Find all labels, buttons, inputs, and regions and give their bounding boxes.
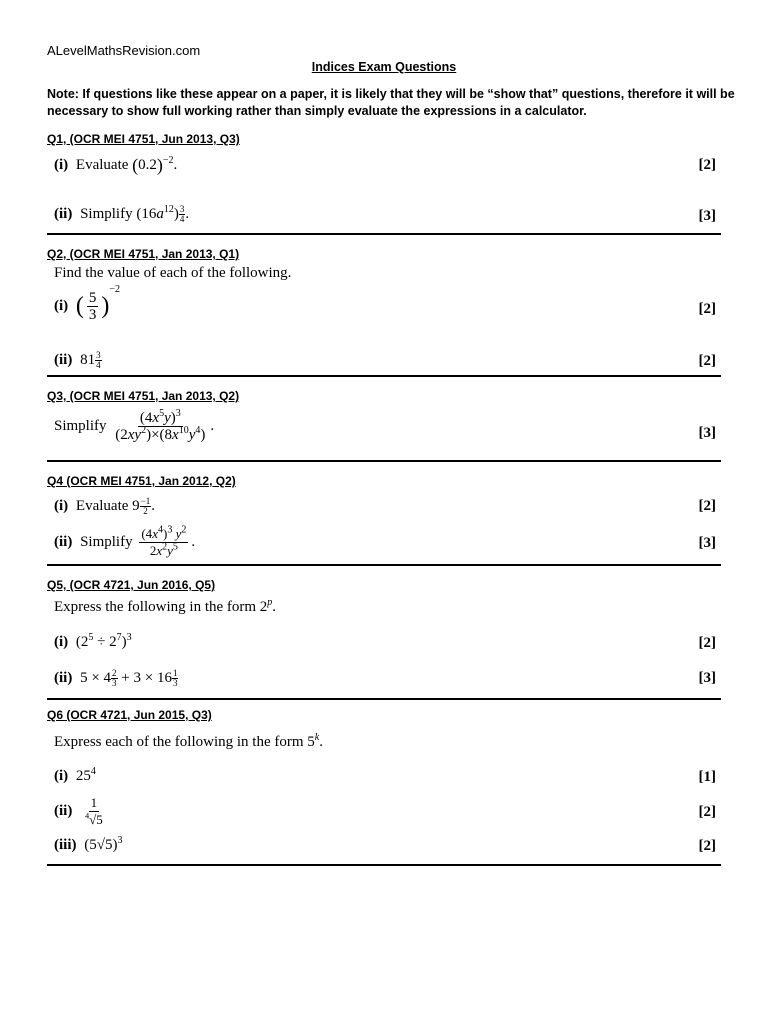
q6-i-marks: [1] (698, 769, 716, 785)
divider (47, 698, 721, 700)
q5-part-i (54, 634, 132, 651)
q1-heading: Q1, (OCR MEI 4751, Jun 2013, Q3) (47, 132, 240, 146)
q5-i-marks: [2] (698, 635, 716, 651)
q6-intro-row: Express each of the following in the form 5$^k$. (54, 732, 323, 750)
q2-part-ii (54, 351, 102, 370)
q6-i-expression: $25^4$ (75, 766, 96, 784)
q2-ii-label: (ii) (54, 352, 73, 368)
q6-part-i (54, 768, 96, 785)
divider (47, 564, 721, 566)
q2-intro: Find the value of each of the following. (54, 265, 292, 281)
divider (47, 460, 721, 462)
q4-i-text: Evaluate (75, 498, 129, 514)
q1-i-expression: $(0.2)^{-2}$. (132, 154, 178, 175)
q2-ii-marks: [2] (698, 353, 716, 369)
q4-i-expression: 9 $\frac{-1}{2}$ . (132, 496, 155, 516)
q1-part-ii (54, 205, 189, 224)
q5-intro-row: Express the following in the form 2$^p$. (54, 597, 277, 615)
q4-part-ii (54, 526, 195, 559)
q5-ii-expression: 5 × 4 $\frac{2}{3}$ + 3 × 16 $\frac{1}{3}$ (80, 668, 178, 688)
q4-ii-label: (ii) (54, 533, 73, 550)
q5-part-ii (54, 669, 178, 688)
q2-i-expression: ( $\frac{5}{3}$ )$^{-2}$ (75, 284, 121, 324)
q4-i-marks: [2] (698, 498, 716, 514)
q1-part-i (54, 155, 177, 176)
q3-marks: [3] (698, 425, 716, 441)
q2-i-label: (i) (54, 298, 69, 314)
q2-part-i (54, 284, 121, 324)
q3-heading: Q3, (OCR MEI 4751, Jan 2013, Q2) (47, 389, 240, 403)
q2-heading: Q2, (OCR MEI 4751, Jan 2013, Q1) (47, 247, 240, 261)
q6-part-iii (54, 837, 122, 854)
q1-ii-marks: [3] (698, 208, 716, 224)
q6-iii-marks: [2] (698, 838, 716, 854)
site-name: ALevelMathsRevision.com (47, 43, 201, 58)
q4-part-i (54, 497, 155, 516)
q6-ii-marks: [2] (698, 804, 716, 820)
q6-ii-expression: $\frac{1}{^4√5}$ (85, 795, 103, 827)
q5-heading: Q5, (OCR 4721, Jun 2016, Q5) (47, 578, 216, 592)
q6-intro: Express each of the following in the form 5 (54, 734, 315, 750)
q4-ii-marks: [3] (698, 535, 716, 551)
q2-ii-expression: 81 $\frac{3}{4}$ (80, 350, 101, 370)
q6-part-ii (54, 795, 108, 828)
divider (47, 233, 721, 235)
q4-ii-expression: $\frac{(4x^4)^3 y^2}{2x^2y^5}$ . (141, 524, 196, 558)
q5-i-label: (i) (54, 634, 69, 650)
q6-i-label: (i) (54, 768, 69, 784)
q1-i-marks: [2] (698, 157, 716, 173)
q1-ii-text: Simplify (80, 206, 133, 222)
q6-ii-label: (ii) (54, 802, 73, 819)
q5-intro: Express the following in the form 2 (54, 599, 268, 615)
note-paragraph: Note: If questions like these appear on a paper, it is likely that they will be “show that” questions, therefore it will be necessary to show full working rather than simply evaluate the expressions in a calculator. (47, 87, 735, 118)
q4-heading: Q4 (OCR MEI 4751, Jan 2012, Q2) (47, 474, 236, 488)
q4-i-label: (i) (54, 498, 69, 514)
q1-ii-label: (ii) (54, 206, 73, 222)
q5-ii-label: (ii) (54, 670, 73, 686)
q3-expression: $\frac{(4x^5y)^3}{(2xy^2)\times(8x^{10}y^4)}$ . (115, 408, 215, 443)
q6-iii-expression: $(5√5)^3$ (84, 835, 123, 853)
q3-text: Simplify (54, 417, 107, 434)
q1-i-label: (i) (54, 156, 69, 173)
q6-iii-label: (iii) (54, 837, 77, 853)
divider (47, 375, 721, 377)
q1-ii-expression: $(16a^{12})$ $\frac{3}{4}$ . (136, 204, 190, 224)
q3-expression-row (54, 410, 214, 443)
divider (47, 864, 721, 866)
q5-ii-marks: [3] (698, 670, 716, 686)
page-title: Indices Exam Questions (311, 60, 457, 74)
q5-i-expression: $(2^5 \div 2^7)^3$ (75, 632, 132, 650)
q2-i-marks: [2] (698, 301, 716, 317)
q1-i-text: Evaluate (75, 156, 129, 173)
q4-ii-text: Simplify (80, 533, 133, 550)
q6-heading: Q6 (OCR 4721, Jun 2015, Q3) (47, 708, 212, 722)
